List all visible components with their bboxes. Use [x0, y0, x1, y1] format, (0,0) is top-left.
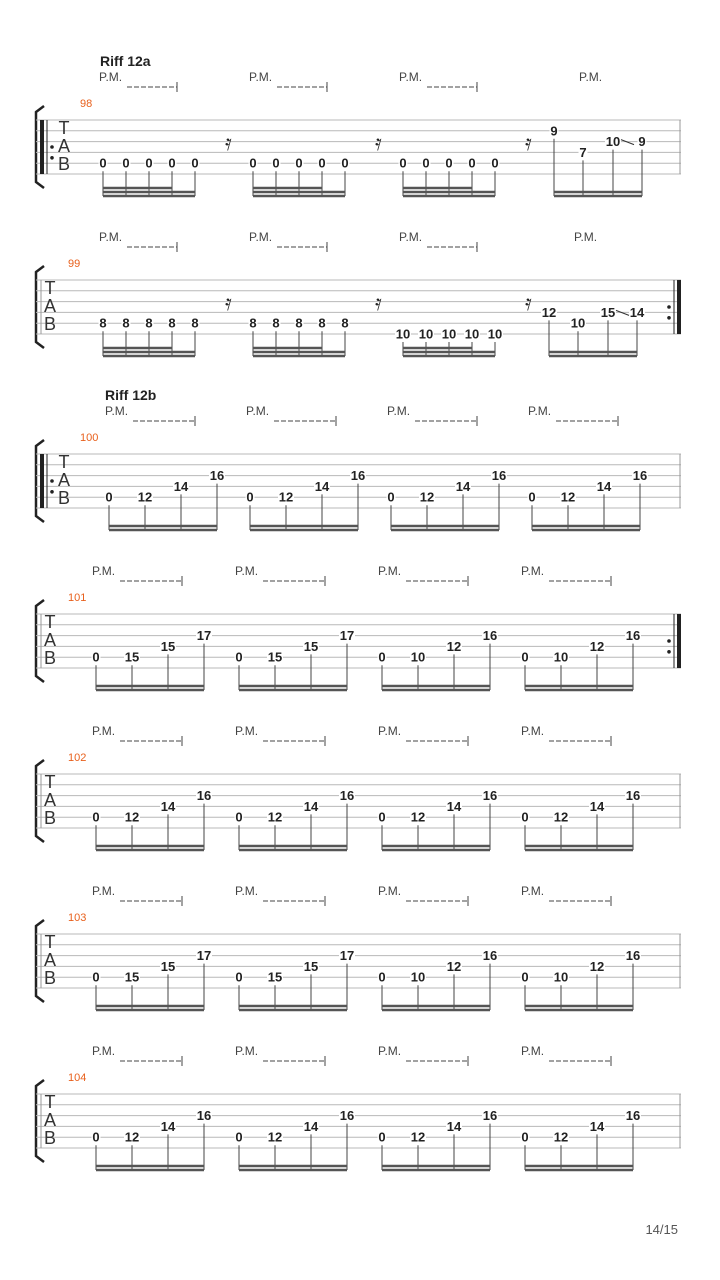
tab-clef-letter: T	[44, 278, 56, 298]
tab-clef-letter: A	[43, 1110, 57, 1130]
fret-number: 0	[99, 155, 107, 171]
palm-mute-label: P.M.	[378, 724, 402, 738]
system-103-bracket	[36, 920, 44, 1002]
tab-clef-letter: A	[57, 470, 71, 490]
rest-symbol: 𝄿	[225, 290, 232, 315]
fret-number: 10	[410, 649, 426, 665]
fret-number: 0	[246, 489, 254, 505]
fret-number: 17	[339, 628, 355, 644]
fret-number: 12	[553, 809, 569, 825]
fret-number: 17	[339, 948, 355, 964]
fret-number: 0	[92, 649, 100, 665]
tab-clef-letter: A	[43, 296, 57, 316]
fret-number: 8	[191, 315, 199, 331]
measure-number: 99	[68, 258, 81, 270]
measure-number: 104	[68, 1072, 87, 1084]
palm-mute-label: P.M.	[378, 884, 402, 898]
tab-clef-letter: A	[43, 790, 57, 810]
palm-mute-label: P.M.	[235, 724, 259, 738]
palm-mute-label: P.M.	[249, 70, 273, 84]
tab-clef-letter: T	[44, 772, 56, 792]
fret-number: 0	[378, 969, 386, 985]
fret-number: 0	[399, 155, 407, 171]
measure-number: 100	[80, 432, 99, 444]
measure-number: 102	[68, 752, 87, 764]
fret-number: 12	[124, 1129, 140, 1145]
fret-number: 15	[124, 649, 140, 665]
fret-number: 0	[445, 155, 453, 171]
fret-number: 0	[295, 155, 303, 171]
tab-clef-letter: B	[43, 648, 57, 668]
measure-number: 103	[68, 912, 87, 924]
system-101-repeat-dot	[667, 639, 671, 643]
tab-clef-letter: T	[58, 118, 70, 138]
tab-clef-letter: B	[57, 154, 71, 174]
fret-number: 12	[410, 1129, 426, 1145]
fret-number: 16	[339, 788, 355, 804]
fret-number: 9	[638, 134, 646, 150]
rest-symbol: 𝄿	[375, 130, 382, 155]
palm-mute-label: P.M.	[378, 1044, 402, 1058]
fret-number: 14	[160, 798, 176, 814]
palm-mute-label: P.M.	[521, 884, 545, 898]
fret-number: 12	[541, 304, 557, 320]
fret-number: 12	[560, 489, 576, 505]
riff-label: Riff 12b	[105, 387, 157, 403]
tab-clef-letter: B	[43, 1128, 57, 1148]
palm-mute-label: P.M.	[528, 404, 552, 418]
fret-number: 14	[589, 798, 605, 814]
fret-number: 10	[605, 134, 621, 150]
fret-number: 7	[579, 144, 587, 160]
fret-number: 0	[521, 649, 529, 665]
fret-number: 12	[419, 489, 435, 505]
tab-clef-letter: A	[43, 950, 57, 970]
system-98-repeat-dot	[50, 145, 54, 149]
fret-number: 0	[521, 969, 529, 985]
tab-clef-letter: B	[43, 314, 57, 334]
fret-number: 0	[468, 155, 476, 171]
system-101-bracket	[36, 600, 44, 682]
fret-number: 0	[378, 1129, 386, 1145]
fret-number: 8	[122, 315, 130, 331]
fret-number: 12	[446, 958, 462, 974]
system-101-repeat-dot	[667, 650, 671, 654]
fret-number: 8	[341, 315, 349, 331]
fret-number: 0	[105, 489, 113, 505]
system-99-bracket	[36, 266, 44, 348]
palm-mute-label: P.M.	[246, 404, 270, 418]
fret-number: 8	[295, 315, 303, 331]
palm-mute-label: P.M.	[92, 564, 116, 578]
fret-number: 0	[491, 155, 499, 171]
system-104-bracket	[36, 1080, 44, 1162]
fret-number: 12	[267, 1129, 283, 1145]
fret-number: 0	[528, 489, 536, 505]
palm-mute-label: P.M.	[249, 230, 273, 244]
tab-clef-letter: B	[57, 488, 71, 508]
fret-number: 16	[350, 468, 366, 484]
palm-mute-label: P.M.	[99, 230, 123, 244]
fret-number: 14	[589, 1118, 605, 1134]
palm-mute-label: P.M.	[99, 70, 123, 84]
fret-number: 15	[267, 649, 283, 665]
fret-number: 16	[196, 788, 212, 804]
fret-number: 16	[209, 468, 225, 484]
fret-number: 10	[553, 649, 569, 665]
palm-mute-label: P.M.	[579, 70, 603, 84]
fret-number: 16	[625, 788, 641, 804]
fret-number: 16	[625, 948, 641, 964]
fret-number: 14	[446, 798, 462, 814]
fret-number: 8	[145, 315, 153, 331]
palm-mute-label: P.M.	[92, 724, 116, 738]
fret-number: 0	[191, 155, 199, 171]
fret-number: 0	[235, 1129, 243, 1145]
fret-number: 12	[589, 958, 605, 974]
fret-number: 15	[303, 638, 319, 654]
riff-label: Riff 12a	[100, 53, 151, 69]
system-99-repeat-dot	[667, 305, 671, 309]
fret-number: 10	[553, 969, 569, 985]
tab-clef-letter: T	[44, 932, 56, 952]
fret-number: 10	[441, 326, 457, 342]
fret-number: 12	[446, 638, 462, 654]
rest-symbol: 𝄿	[525, 130, 532, 155]
fret-number: 0	[235, 649, 243, 665]
fret-number: 12	[553, 1129, 569, 1145]
fret-number: 14	[314, 478, 330, 494]
fret-number: 0	[249, 155, 257, 171]
palm-mute-label: P.M.	[574, 230, 598, 244]
fret-number: 14	[173, 478, 189, 494]
fret-number: 10	[395, 326, 411, 342]
palm-mute-label: P.M.	[235, 884, 259, 898]
fret-number: 0	[92, 1129, 100, 1145]
palm-mute-label: P.M.	[521, 724, 545, 738]
fret-number: 0	[521, 1129, 529, 1145]
tab-clef-letter: T	[44, 612, 56, 632]
fret-number: 12	[267, 809, 283, 825]
fret-number: 12	[124, 809, 140, 825]
fret-number: 0	[378, 809, 386, 825]
fret-number: 12	[589, 638, 605, 654]
fret-number: 0	[521, 809, 529, 825]
tab-clef-letter: B	[43, 808, 57, 828]
fret-number: 15	[124, 969, 140, 985]
fret-number: 0	[92, 969, 100, 985]
fret-number: 17	[196, 948, 212, 964]
fret-number: 8	[272, 315, 280, 331]
fret-number: 15	[600, 304, 616, 320]
fret-number: 0	[318, 155, 326, 171]
fret-number: 0	[92, 809, 100, 825]
fret-number: 15	[303, 958, 319, 974]
palm-mute-label: P.M.	[235, 1044, 259, 1058]
fret-number: 16	[632, 468, 648, 484]
palm-mute-label: P.M.	[378, 564, 402, 578]
fret-number: 16	[625, 1108, 641, 1124]
rest-symbol: 𝄿	[525, 290, 532, 315]
measure-number: 98	[80, 98, 93, 110]
fret-number: 10	[487, 326, 503, 342]
fret-number: 12	[137, 489, 153, 505]
fret-number: 16	[482, 788, 498, 804]
palm-mute-label: P.M.	[387, 404, 411, 418]
fret-number: 15	[267, 969, 283, 985]
palm-mute-label: P.M.	[399, 70, 423, 84]
system-100-repeat-dot	[50, 479, 54, 483]
fret-number: 10	[418, 326, 434, 342]
fret-number: 17	[196, 628, 212, 644]
system-100-repeat-dot	[50, 490, 54, 494]
fret-number: 0	[341, 155, 349, 171]
fret-number: 8	[249, 315, 257, 331]
measure-number: 101	[68, 592, 87, 604]
system-98-repeat-dot	[50, 156, 54, 160]
fret-number: 0	[235, 809, 243, 825]
fret-number: 15	[160, 638, 176, 654]
tab-clef-letter: T	[58, 452, 70, 472]
fret-number: 14	[596, 478, 612, 494]
fret-number: 15	[160, 958, 176, 974]
palm-mute-label: P.M.	[521, 1044, 545, 1058]
fret-number: 0	[378, 649, 386, 665]
fret-number: 0	[145, 155, 153, 171]
fret-number: 16	[482, 1108, 498, 1124]
palm-mute-label: P.M.	[105, 404, 129, 418]
fret-number: 8	[168, 315, 176, 331]
tab-clef-letter: A	[43, 630, 57, 650]
fret-number: 10	[570, 315, 586, 331]
fret-number: 0	[235, 969, 243, 985]
fret-number: 0	[387, 489, 395, 505]
tab-clef-letter: A	[57, 136, 71, 156]
palm-mute-label: P.M.	[399, 230, 423, 244]
fret-number: 14	[160, 1118, 176, 1134]
fret-number: 8	[318, 315, 326, 331]
fret-number: 14	[629, 304, 645, 320]
fret-number: 0	[168, 155, 176, 171]
palm-mute-label: P.M.	[235, 564, 259, 578]
rest-symbol: 𝄿	[225, 130, 232, 155]
fret-number: 16	[196, 1108, 212, 1124]
fret-number: 10	[464, 326, 480, 342]
fret-number: 12	[278, 489, 294, 505]
system-99-repeat-dot	[667, 316, 671, 320]
system-102-bracket	[36, 760, 44, 842]
fret-number: 8	[99, 315, 107, 331]
fret-number: 10	[410, 969, 426, 985]
fret-number: 16	[482, 628, 498, 644]
fret-number: 9	[550, 123, 558, 139]
fret-number: 16	[339, 1108, 355, 1124]
fret-number: 0	[272, 155, 280, 171]
palm-mute-label: P.M.	[92, 1044, 116, 1058]
rest-symbol: 𝄿	[375, 290, 382, 315]
fret-number: 14	[446, 1118, 462, 1134]
tab-clef-letter: B	[43, 968, 57, 988]
fret-number: 16	[625, 628, 641, 644]
palm-mute-label: P.M.	[521, 564, 545, 578]
page-number: 14/15	[645, 1222, 678, 1237]
fret-number: 12	[410, 809, 426, 825]
fret-number: 14	[455, 478, 471, 494]
fret-number: 16	[491, 468, 507, 484]
tab-clef-letter: T	[44, 1092, 56, 1112]
fret-number: 14	[303, 798, 319, 814]
fret-number: 14	[303, 1118, 319, 1134]
fret-number: 16	[482, 948, 498, 964]
palm-mute-label: P.M.	[92, 884, 116, 898]
fret-number: 0	[122, 155, 130, 171]
fret-number: 0	[422, 155, 430, 171]
